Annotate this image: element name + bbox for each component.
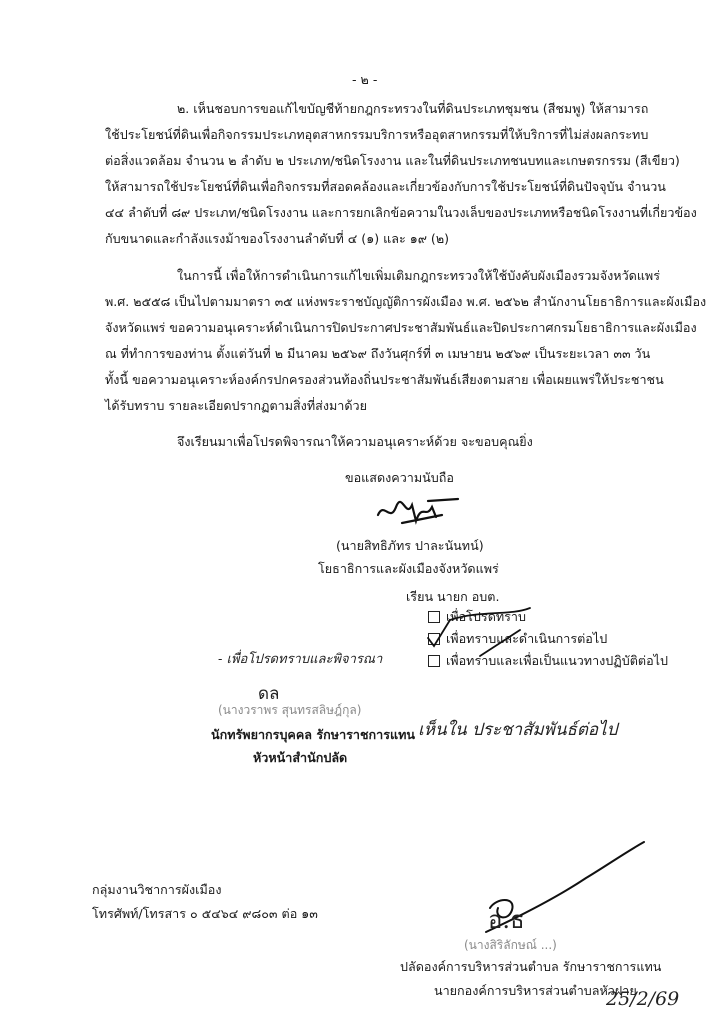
memo-option-3: เพื่อทราบและเพื่อเป็นแนวทางปฏิบัติต่อไป <box>446 653 668 668</box>
para1-line-3: ต่อสิ่งแวดล้อม จำนวน ๒ ลำดับ ๒ ประเภท/ชนิดโรงงาน และในที่ดินประเภทชนบทและเกษตรกรรม (สีเขียว) <box>105 153 680 168</box>
clerk-initials: ดล <box>258 684 280 704</box>
final-title-2: นายกองค์การบริหารส่วนตำบลหัวฝาย <box>434 983 637 998</box>
para1-line-1: ๒. เห็นชอบการขอแก้ไขบัญชีท้ายกฎกระทรวงในที่ดินประเภทชุมชน (สีชมพู) ให้สามารถ <box>177 101 649 116</box>
clerk-title-2: หัวหน้าสำนักปลัด <box>253 750 348 765</box>
handwritten-note-right: เห็นใน ประชาสัมพันธ์ต่อไป <box>418 720 618 740</box>
para2-line-6: ได้รับทราบ รายละเอียดปรากฏตามสิ่งที่ส่งมาด้วย <box>105 398 367 413</box>
para1-line-5: ๔๔ ลำดับที่ ๘๙ ประเภท/ชนิดโรงงาน และการยกเลิกข้อความในวงเล็บของประเภทหรือชนิดโรงงานที่เกี่ยวข้อง <box>105 205 697 220</box>
final-name: (นางสิริลักษณ์ ...) <box>464 938 557 952</box>
closing-salutation: ขอแสดงความนับถือ <box>345 470 454 485</box>
signature-main <box>372 493 462 529</box>
para1-line-6: กับขนาดและกำลังแรงม้าของโรงงานลำดับที่ ๔ (๑) และ ๑๙ (๒) <box>105 231 450 246</box>
signer-title: โยธาธิการและผังเมืองจังหวัดแพร่ <box>318 561 499 576</box>
para1-line-4: ให้สามารถใช้ประโยชน์ที่ดินเพื่อกิจกรรมที่สอดคล้องและเกี่ยวข้องกับการใช้ประโยชน์ที่ดินปัจจุบัน จำนวน <box>105 179 666 194</box>
memo-heading: เรียน นายก อบต. <box>406 589 500 604</box>
clerk-title-1: นักทรัพยากรบุคคล รักษาราชการแทน <box>211 727 416 742</box>
memo-option-1: เพื่อโปรดทราบ <box>446 609 527 624</box>
memo-check-marks <box>420 590 570 670</box>
final-initials: อ.ธ <box>488 906 525 934</box>
department: กลุ่มงานวิชาการผังเมือง <box>92 882 222 897</box>
para2-line-2: พ.ศ. ๒๕๕๘ เป็นไปตามมาตรา ๓๕ แห่งพระราชบัญญัติการผังเมือง พ.ศ. ๒๕๖๒ สำนักงานโยธาธิการและผังเมือง <box>105 294 707 309</box>
para2-line-4: ณ ที่ทำการของท่าน ตั้งแต่วันที่ ๒ มีนาคม ๒๕๖๙ ถึงวันศุกร์ที่ ๓ เมษายน ๒๕๖๙ เป็นระยะเวลา ๓๓ วัน <box>105 346 651 361</box>
closing-request: จึงเรียนมาเพื่อโปรดพิจารณาให้ความอนุเคราะห์ด้วย จะขอบคุณยิ่ง <box>177 434 533 449</box>
memo-option-2: เพื่อทราบและดำเนินการต่อไป <box>446 631 608 646</box>
handwritten-note-left: - เพื่อโปรดทราบและพิจารณา <box>218 652 383 667</box>
final-title-1: ปลัดองค์การบริหารส่วนตำบล รักษาราชการแทน <box>400 959 662 974</box>
para2-line-1: ในการนี้ เพื่อให้การดำเนินการแก้ไขเพิ่มเติมกฎกระทรวงให้ใช้บังคับผังเมืองรวมจังหวัดแพร่ <box>177 268 661 283</box>
handwritten-date: 25/2/69 <box>606 988 680 1010</box>
para2-line-5: ทั้งนี้ ขอความอนุเคราะห์องค์กรปกครองส่วนท้องถิ่นประชาสัมพันธ์เสียงตามสาย เพื่อเผยแพร่ให้ประชาชน <box>105 372 664 387</box>
page-number: - ๒ - <box>352 72 378 87</box>
para2-line-3: จังหวัดแพร่ ขอความอนุเคราะห์ดำเนินการปิดประกาศประชาสัมพันธ์และปิดประกาศกรมโยธาธิการและผังเมือง <box>105 320 697 335</box>
clerk-name: (นางวราพร สุนทรสลิษฎ์กุล) <box>218 703 362 717</box>
signer-name: (นายสิทธิภัทร ปาละนันทน์) <box>336 538 484 553</box>
phone-fax: โทรศัพท์/โทรสาร ๐ ๕๔๖๔ ๙๘๐๓ ต่อ ๑๓ <box>92 906 318 921</box>
para1-line-2: ใช้ประโยชน์ที่ดินเพื่อกิจกรรมประเภทอุตสาหกรรมบริการหรืออุตสาหกรรมที่ให้บริการที่ไม่ส่งผลกระทบ <box>105 127 649 142</box>
